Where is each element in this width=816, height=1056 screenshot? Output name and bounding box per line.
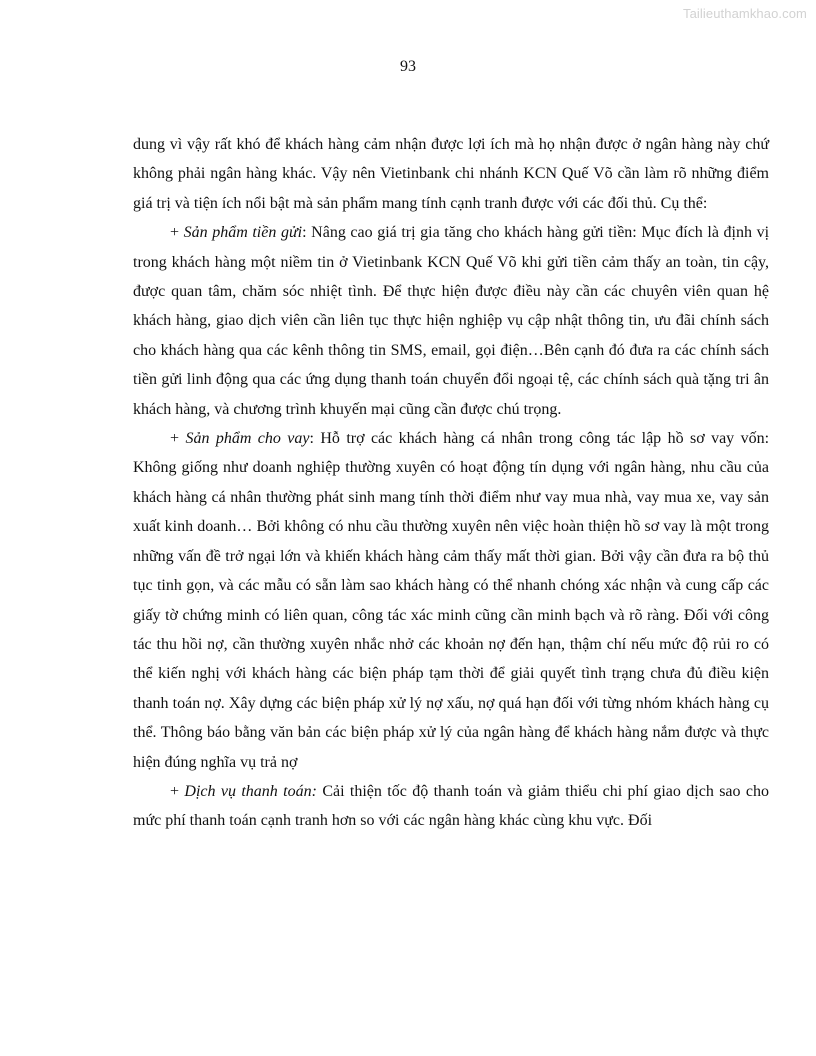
paragraph-intro [133,130,769,218]
term-payment-services: Dịch vụ thanh toán: [184,782,317,800]
paragraph-loan-products [133,424,769,777]
paragraph-text: dung vì vậy rất khó để khách hàng cảm nhận được lợi ích mà họ nhận được ở ngân hàng này chứ không phải ngân hàng khác. Vậy nên Vietinbank chi nhánh KCN Quế Võ cần làm rõ những điểm giá trị và tiện ích nổi bật mà sản phẩm mang tính cạnh tranh được với các đối thủ. Cụ thể: [133,136,769,212]
watermark-text: Tailieuthamkhao.com [682,6,807,21]
bullet-marker: + [170,224,184,242]
page-number: 93 [400,58,416,75]
bullet-marker: + [170,430,186,448]
paragraph-text: : Nâng cao giá trị gia tăng cho khách hàng gửi tiền: Mục đích là định vị trong khách hàng một niềm tin ở Vietinbank KCN Quế Võ khi gửi tiền cảm thấy an toàn, tin cậy, được quan tâm, chăm sóc nhiệt tình. Để thực hiện được điều này cần các chuyên viên quan hệ khách hàng, giao dịch viên cần liên tục thực hiện nghiệp vụ cập nhật thông tin, ưu đãi chính sách cho khách hàng qua các kênh thông tin SMS, email, gọi điện…Bên cạnh đó đưa ra các chính sách tiền gửi linh động qua các ứng dụng thanh toán chuyển đổi ngoại tệ, các chính sách quà tặng tri ân khách hàng, và chương trình khuyến mại cũng cần được chú trọng. [133,224,770,418]
term-loan-products: Sản phẩm cho vay [185,430,310,448]
paragraph-payment-services [133,777,769,836]
term-deposit-products: Sản phẩm tiền gửi [183,224,303,242]
bullet-marker: + [170,782,185,800]
document-body [133,130,769,836]
paragraph-text: Cải thiện tốc độ thanh toán và giảm thiểu chi phí giao dịch sao cho mức phí thanh toán cạnh tranh hơn so với các ngân hàng khác cùng khu vực. Đối [133,782,770,830]
paragraph-text: : Hỗ trợ các khách hàng cá nhân trong công tác lập hồ sơ vay vốn: Không giống như doanh nghiệp thường xuyên có hoạt động tín dụng với ngân hàng, nhu cầu của khách hàng cá nhân thường phát sinh mang tính thời điểm như vay mua nhà, vay mua xe, vay sản xuất kinh doanh… Bởi không có nhu cầu thường xuyên nên việc hoàn thiện hồ sơ vay là một trong những vấn đề trở ngại lớn và khiến khách hàng cảm thấy mất thời gian. Bởi vậy cần đưa ra bộ thủ tục tinh gọn, và các mẫu có sẵn làm sao khách hàng có thể nhanh chóng xác nhận và cung cấp các giấy tờ chứng minh có liên quan, công tác xác minh cũng cần minh bạch và rõ ràng. Đối với công tác thu hồi nợ, cần thường xuyên nhắc nhở các khoản nợ đến hạn, thậm chí nếu mức độ rủi ro có thể kiến nghị với khách hàng các biện pháp tạm thời để giải quyết tình trạng chưa đủ điều kiện thanh toán nợ. Xây dựng các biện pháp xử lý nợ xấu, nợ quá hạn đối với từng nhóm khách hàng cụ thể. Thông báo bằng văn bản các biện pháp xử lý của ngân hàng để khách hàng nắm được và thực hiện đúng nghĩa vụ trả nợ [133,430,770,771]
paragraph-deposit-products [133,218,769,424]
